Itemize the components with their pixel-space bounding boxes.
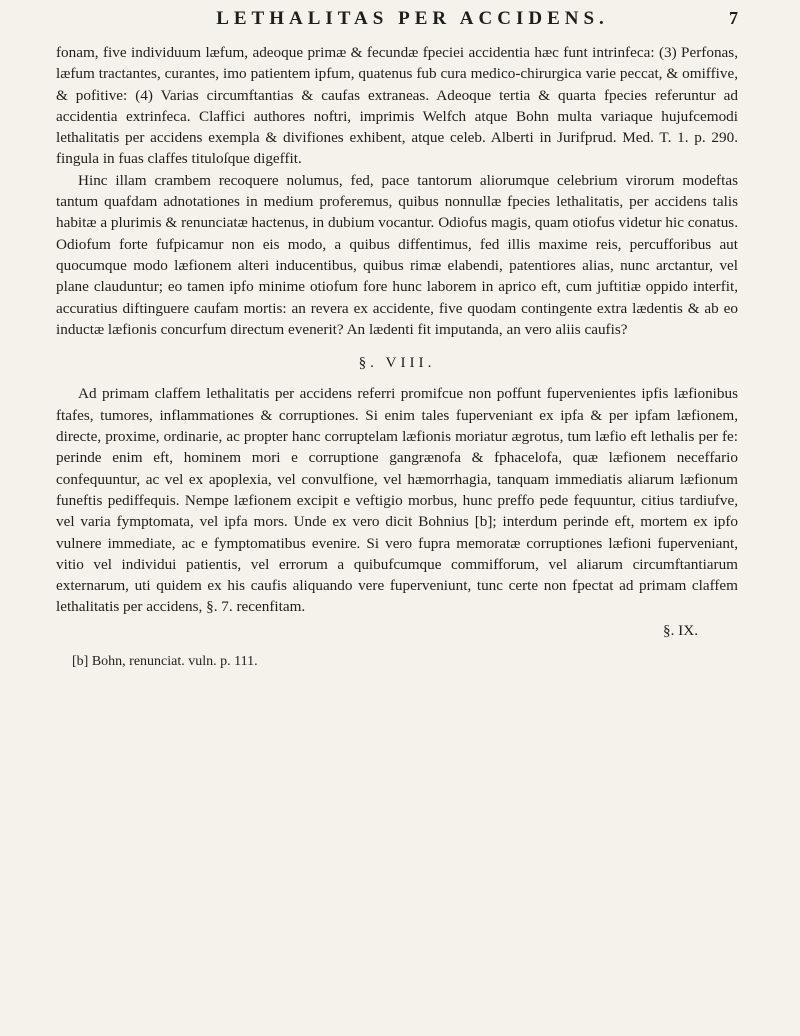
footnote: [b] Bohn, renunciat. vuln. p. 111. <box>72 654 258 670</box>
paragraph-3: Ad primam claffem lethalitatis per accidens referri promifcue non poffunt fupervenientes ipfis læfionibus ftafes, tumores, inflammationes & corruptiones. Si enim tales fuperveniant ex ipfa & per ipfam læfionem, directe, proxime, ordinarie, ac propter hanc corruptelam læfionis moriatur ægrotus, tum læfio eft lethalis per fe: perinde enim eft, hominem mori e corruptione gangrænofa & fphacelofa, quæ læfionem neceffario confequuntur, ac vel ex apoplexia, vel convulfione, vel hæmorrhagia, tanquam immediatis aliarum læfionum funeftis pediffequis. Nempe læfionem excipit e veftigio morbus, hunc preffo pede fequuntur, citius tardiufve, vel varia fymptomata, vel ipfa mors. Unde ex vero dicit Bohnius [b]; interdum perinde eft, mortem ex ipfo vulnere immediate, ac e fymptomatibus evenire. Si vero fupra memoratæ corruptiones læfioni fuperveniant, vitio vel individui patientis, vel errorum a quibufcumque commifforum, vel aliarum circumftantiarum externarum, uti quidem ex his caufis aliquando vere fuperveniunt, tunc certe non fpectat ad primam claffem lethalitatis per accidens, §. 7. recenfitam. <box>56 385 738 616</box>
section-heading: §. VIII. <box>358 354 436 372</box>
page-number: 7 <box>729 8 738 28</box>
running-title: LETHALITAS PER ACCIDENS. <box>216 8 609 29</box>
next-section-catchword: §. IX. <box>662 621 698 639</box>
body-text <box>56 42 738 671</box>
paragraph-2: Hinc illam crambem recoquere nolumus, fed, pace tantorum aliorumque celebrium virorum modeftas tantum quafdam adnotationes in medium proferemus, quibus nonnullæ fpecies lethalitatis, per accidens talis habitæ a plurimis & renunciatæ hactenus, in dubium vocantur. Odiofus magis, quam otiofus videtur hic conatus. Odiofum forte fufpicamur non eis modo, a quibus diffentimus, fed illis maxime reis, percufforibus aut quocumque modo læfionem alteri inducentibus, quibus rimæ elabendi, patentiores alias, nunc arctantur, vel plane clauduntur; eo tamen ipfo minime otiofum fore hunc laborem in aprico eft, cum juftitiæ oppido interfit, accuratius diftinguere caufam mortis: an revera ex accidente, five quodam contingente extra lædentis & ab eo inductæ læfionis concurfum directum evenerit? An lædenti fit imputanda, an vero aliis caufis? <box>56 171 738 338</box>
paragraph-1: fonam, five individuum læfum, adeoque primæ & fecundæ fpeciei accidentia hæc funt intrinfeca: (3) Perfonas, læfum tractantes, curantes, imo patientem ipfum, quatenus fub cura medico-chirurgica varie peccat, & omiffive, & pofitive: (4) Varias circumftantias & caufas extraneas. Adeoque tertia & quarta fpecies referuntur ad accidentia extrinfeca. Claffici authores noftri, imprimis Welfch atque Bohn multa variaque hujufcemodi lethalitatis per accidens exempla & divifiones exhibent, atque celeb. Alberti in Jurifprud. Med. T. 1. p. 290. fingula in fuas claffes tituloſque digeffit. <box>56 44 738 168</box>
page-header <box>56 8 738 42</box>
